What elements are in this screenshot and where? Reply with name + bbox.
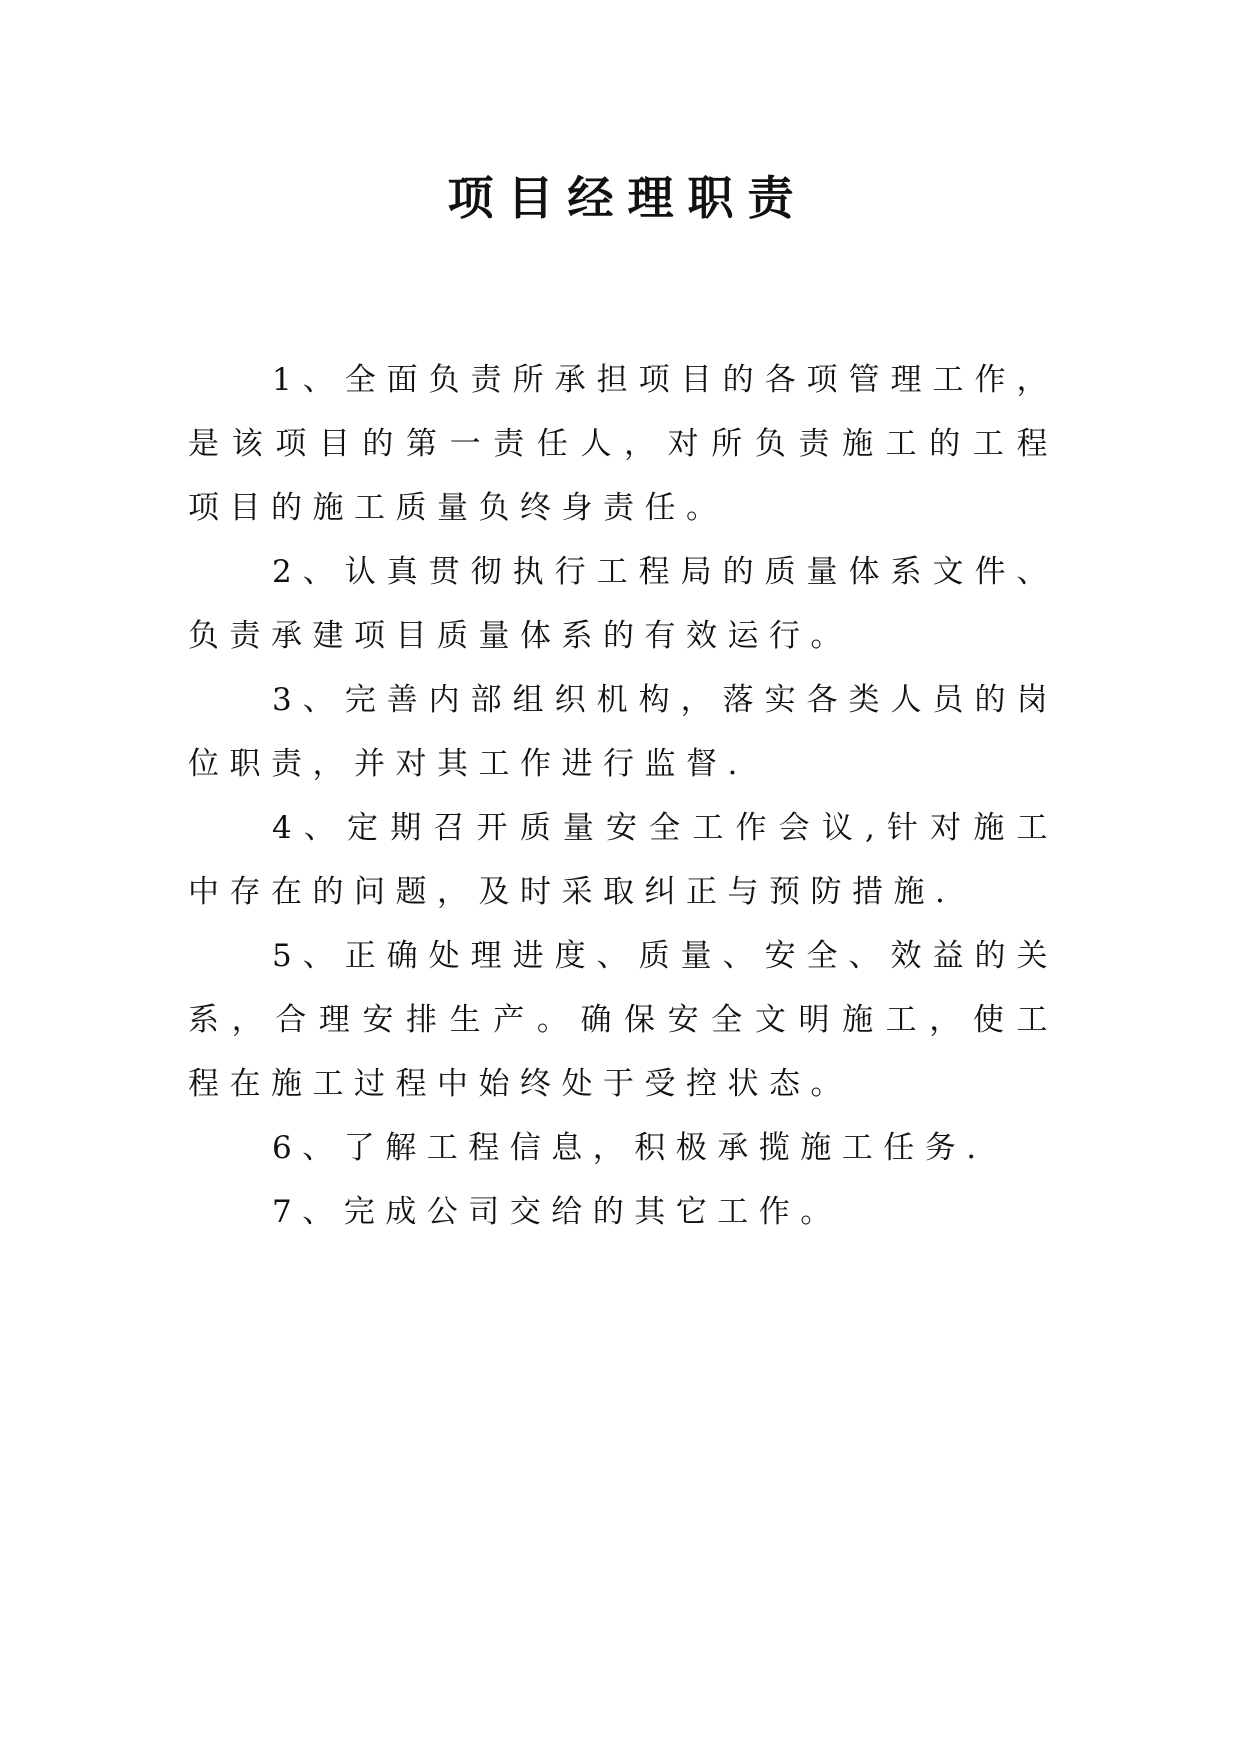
- duty-paragraph-7: 7、完成公司交给的其它工作。: [272, 1194, 842, 1230]
- duty-paragraph-4: 4、定期召开质量安全工作会议,针对施工中存在的问题，及时采取纠正与预防措施.: [188, 810, 1058, 910]
- duty-paragraph-5: 5、正确处理进度、质量、安全、效益的关系，合理安排生产。确保安全文明施工，使工程在施工过程中始终处于受控状态。: [188, 938, 1058, 1102]
- duty-paragraph-6: 6、了解工程信息，积极承揽施工任务.: [272, 1130, 987, 1166]
- page-title: 项目经理职责: [447, 171, 808, 225]
- duty-paragraph-3: 3、完善内部组织机构，落实各类人员的岗位职责，并对其工作进行监督.: [188, 682, 1058, 782]
- duty-paragraph-1: 1、全面负责所承担项目的各项管理工作，是该项目的第一责任人，对所负责施工的工程项目的施工质量负终身责任。: [188, 362, 1058, 526]
- duty-paragraph-2: 2、认真贯彻执行工程局的质量体系文件、负责承建项目质量体系的有效运行。: [188, 554, 1058, 654]
- duties-list: [188, 348, 1058, 1244]
